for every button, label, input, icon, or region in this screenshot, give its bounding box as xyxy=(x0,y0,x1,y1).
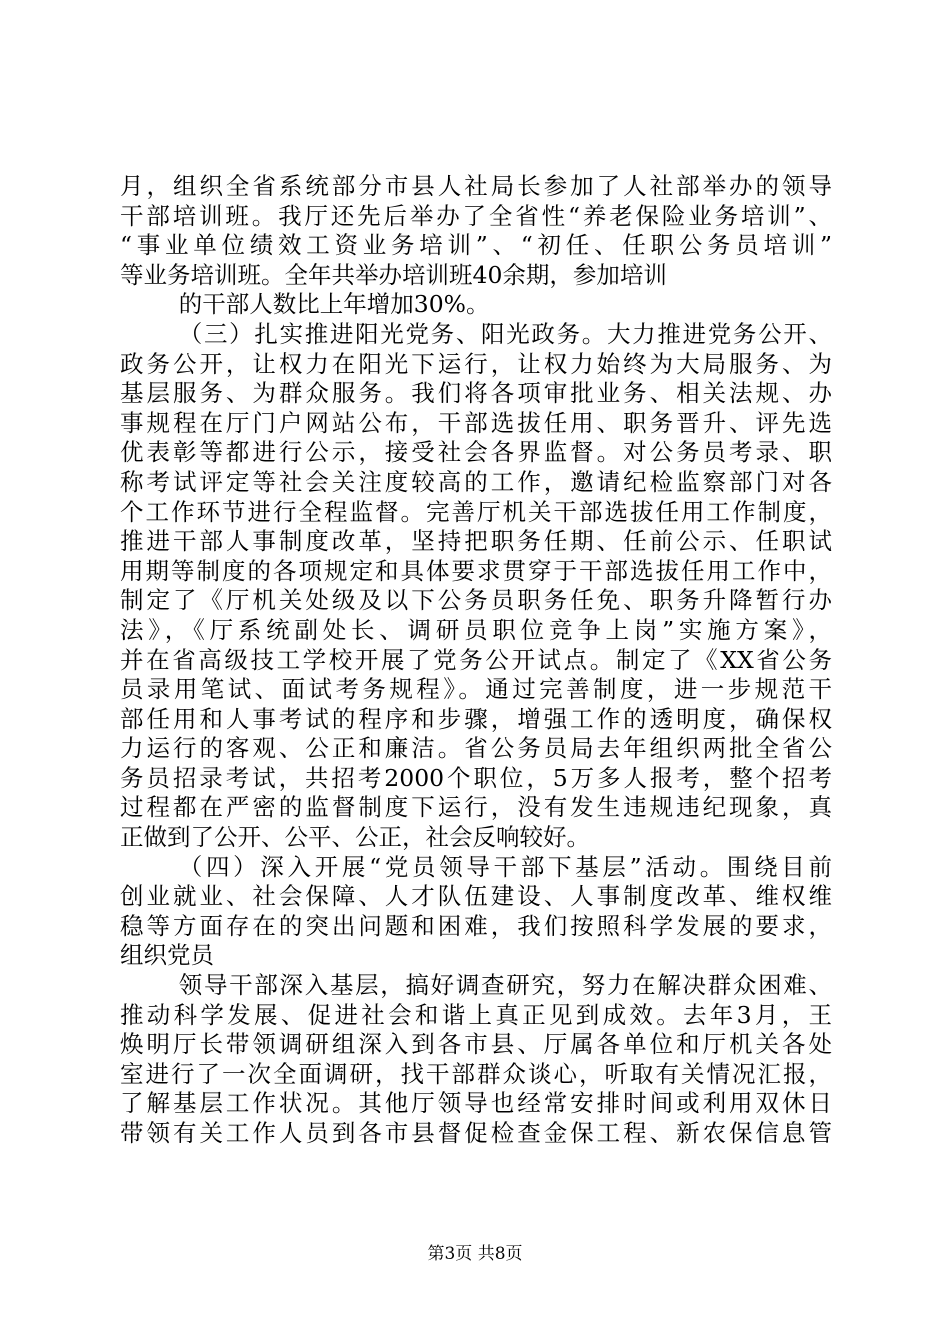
text-line: 事规程在厅门户网站公布，干部选拔任用、职务晋升、评先选 xyxy=(120,408,832,437)
text-line: 正做到了公开、公平、公正，社会反响较好。 xyxy=(120,823,590,852)
text-line: 干部培训班。我厅还先后举办了全省性“养老保险业务培训”、 xyxy=(120,201,832,230)
text-line: 用期等制度的各项规定和具体要求贯穿于干部选拔任用工作中， xyxy=(120,556,832,585)
text-line: 创业就业、社会保障、人才队伍建设、人事制度改革、维权维 xyxy=(120,882,832,911)
text-line: 部任用和人事考试的程序和步骤，增强工作的透明度，确保权 xyxy=(120,704,832,733)
text-line: 领导干部深入基层，搞好调查研究，努力在解决群众困难、 xyxy=(178,971,832,1000)
text-line: 务员招录考试，共招考2000个职位，5万多人报考，整个招考 xyxy=(120,763,832,792)
text-line: 带领有关工作人员到各市县督促检查金保工程、新农保信息管 xyxy=(120,1119,832,1147)
text-line: 制定了《厅机关处级及以下公务员职务任免、职务升降暂行办 xyxy=(120,586,832,615)
text-line: 的干部人数比上年增加30%。 xyxy=(178,290,490,319)
text-line: “事业单位绩效工资业务培训”、“初任、任职公务员培训” xyxy=(120,231,832,260)
text-line: 月，组织全省系统部分市县人社局长参加了人社部举办的领导 xyxy=(120,172,832,200)
text-line: 推进干部人事制度改革，坚持把职务任期、任前公示、任职试 xyxy=(120,527,832,556)
text-line: 焕明厅长带领调研组深入到各市县、厅属各单位和厅机关各处 xyxy=(120,1030,832,1059)
text-line: 法》，《厅系统副处长、调研员职位竞争上岗”实施方案》， xyxy=(120,615,832,644)
page-footer: 第3页 共8页 xyxy=(427,1244,523,1264)
text-line: 了解基层工作状况。其他厅领导也经常安排时间或利用双休日 xyxy=(120,1089,832,1118)
text-line: 室进行了一次全面调研，找干部群众谈心，听取有关情况汇报， xyxy=(120,1059,832,1088)
text-line: 过程都在严密的监督制度下运行，没有发生违规违纪现象，真 xyxy=(120,793,832,822)
text-line: 政务公开，让权力在阳光下运行，让权力始终为大局服务、为 xyxy=(120,349,832,378)
text-line: 等业务培训班。全年共举办培训班40余期，参加培训 xyxy=(120,260,667,289)
text-line: 个工作环节进行全程监督。完善厅机关干部选拔任用工作制度， xyxy=(120,497,832,526)
text-line: 优表彰等都进行公示，接受社会各界监督。对公务员考录、职 xyxy=(120,438,832,467)
text-line: （三）扎实推进阳光党务、阳光政务。大力推进党务公开、 xyxy=(178,319,832,348)
document-body xyxy=(120,172,832,1149)
text-line: 称考试评定等社会关注度较高的工作，邀请纪检监察部门对各 xyxy=(120,467,832,496)
text-line: 推动科学发展、促进社会和谐上真正见到成效。去年3月，王 xyxy=(120,1000,832,1029)
text-line: 组织党员 xyxy=(120,941,214,970)
text-line: 力运行的客观、公正和廉洁。省公务员局去年组织两批全省公 xyxy=(120,734,832,763)
text-line: 员录用笔试、面试考务规程》。通过完善制度，进一步规范干 xyxy=(120,675,832,704)
text-line: （四）深入开展“党员领导干部下基层”活动。围绕目前 xyxy=(178,852,832,881)
text-line: 基层服务、为群众服务。我们将各项审批业务、相关法规、办 xyxy=(120,379,832,408)
text-line: 稳等方面存在的突出问题和困难，我们按照科学发展的要求， xyxy=(120,911,832,940)
text-line: 并在省高级技工学校开展了党务公开试点。制定了《XX省公务 xyxy=(120,645,832,674)
